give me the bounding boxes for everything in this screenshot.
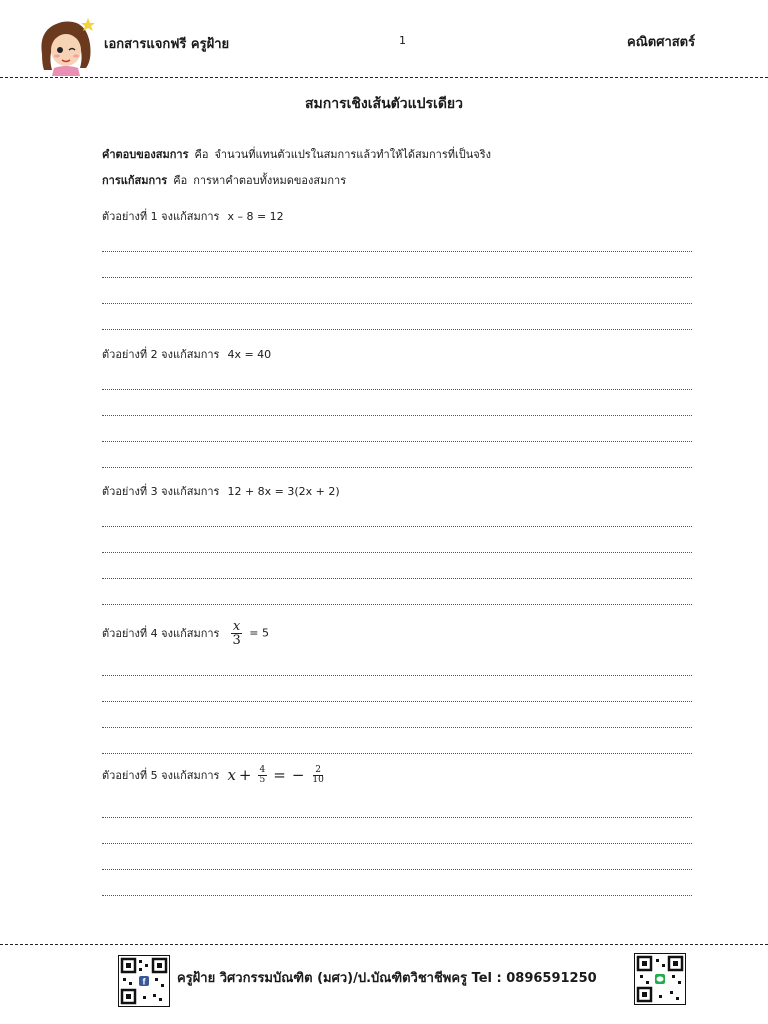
example-label: ตัวอย่างที่ 3 จงแก้สมการ bbox=[102, 485, 220, 498]
fraction-numerator: x bbox=[232, 618, 241, 634]
example-heading bbox=[102, 758, 692, 792]
example-label: ตัวอย่างที่ 4 จงแก้สมการ bbox=[102, 627, 220, 640]
fraction-denominator: 3 bbox=[232, 632, 241, 648]
equation-equals: = bbox=[273, 766, 286, 784]
answer-line bbox=[102, 278, 692, 304]
example-equation: 12 + 8x = 3(2x + 2) bbox=[227, 484, 340, 498]
example-2 bbox=[102, 344, 692, 468]
fraction bbox=[258, 766, 268, 785]
example-equation: 4x = 40 bbox=[227, 347, 272, 361]
fraction-denominator: 10 bbox=[312, 774, 324, 785]
equation-rest: = 5 bbox=[249, 626, 269, 639]
example-heading bbox=[102, 206, 692, 226]
equation-variable: x bbox=[227, 766, 236, 784]
answer-line bbox=[102, 818, 692, 844]
example-4 bbox=[102, 616, 692, 754]
example-label: ตัวอย่างที่ 1 จงแก้สมการ bbox=[102, 210, 220, 223]
bottom-divider bbox=[0, 944, 768, 945]
answer-line bbox=[102, 416, 692, 442]
fraction-numerator: 2 bbox=[315, 764, 321, 775]
document-title: สมการเชิงเส้นตัวแปรเดียว bbox=[305, 96, 463, 112]
qr-code-facebook-icon bbox=[118, 955, 170, 1007]
example-equation bbox=[227, 620, 269, 647]
fraction-denominator: 5 bbox=[259, 774, 266, 785]
page-number: 1 bbox=[399, 34, 406, 47]
example-1 bbox=[102, 206, 692, 330]
definition-connector: คือ bbox=[194, 148, 209, 161]
definition-text: การหาคำตอบทั้งหมดของสมการ bbox=[193, 174, 347, 187]
answer-line bbox=[102, 442, 692, 468]
answer-line bbox=[102, 650, 692, 676]
answer-line bbox=[102, 501, 692, 527]
fraction bbox=[310, 766, 325, 785]
answer-line bbox=[102, 792, 692, 818]
equation-minus: − bbox=[291, 766, 305, 784]
example-3 bbox=[102, 481, 692, 605]
answer-line bbox=[102, 553, 692, 579]
answer-line bbox=[102, 728, 692, 754]
definition-text: จำนวนที่แทนตัวแปรในสมการแล้วทำให้ได้สมการที่เป็นจริง bbox=[214, 148, 491, 161]
example-equation bbox=[227, 766, 328, 785]
answer-line bbox=[102, 676, 692, 702]
page-header bbox=[0, 0, 768, 76]
definition-term: การแก้สมการ bbox=[102, 174, 168, 187]
header-subject: คณิตศาสตร์ bbox=[627, 35, 696, 50]
example-label: ตัวอย่างที่ 5 จงแก้สมการ bbox=[102, 769, 220, 782]
example-heading bbox=[102, 344, 692, 364]
answer-line bbox=[102, 304, 692, 330]
example-label: ตัวอย่างที่ 2 จงแก้สมการ bbox=[102, 348, 220, 361]
answer-line bbox=[102, 226, 692, 252]
avatar-cartoon-icon bbox=[36, 14, 98, 76]
answer-line bbox=[102, 527, 692, 553]
example-heading bbox=[102, 481, 692, 501]
example-heading bbox=[102, 616, 692, 650]
header-title: เอกสารแจกฟรี ครูฝ้าย bbox=[104, 37, 230, 52]
svg-text:f: f bbox=[142, 976, 146, 987]
answer-line bbox=[102, 702, 692, 728]
example-5 bbox=[102, 758, 692, 896]
answer-line bbox=[102, 844, 692, 870]
answer-line bbox=[102, 870, 692, 896]
answer-line bbox=[102, 390, 692, 416]
fraction-numerator: 4 bbox=[259, 764, 266, 775]
definition-connector: คือ bbox=[173, 174, 188, 187]
top-divider bbox=[0, 77, 768, 78]
equation-plus: + bbox=[238, 766, 252, 784]
fraction bbox=[230, 620, 242, 647]
definition-answer bbox=[102, 145, 491, 163]
answer-line bbox=[102, 252, 692, 278]
qr-code-line-icon bbox=[634, 953, 686, 1005]
answer-line bbox=[102, 364, 692, 390]
example-equation: x – 8 = 12 bbox=[227, 209, 284, 223]
answer-line bbox=[102, 579, 692, 605]
definition-solving bbox=[102, 171, 346, 189]
footer-contact: ครูฝ้าย วิศวกรรมบัณฑิต (มศว)/ป.บัณฑิตวิชาชีพครู Tel : 0896591250 bbox=[177, 971, 597, 986]
definition-term: คำตอบของสมการ bbox=[102, 148, 189, 161]
